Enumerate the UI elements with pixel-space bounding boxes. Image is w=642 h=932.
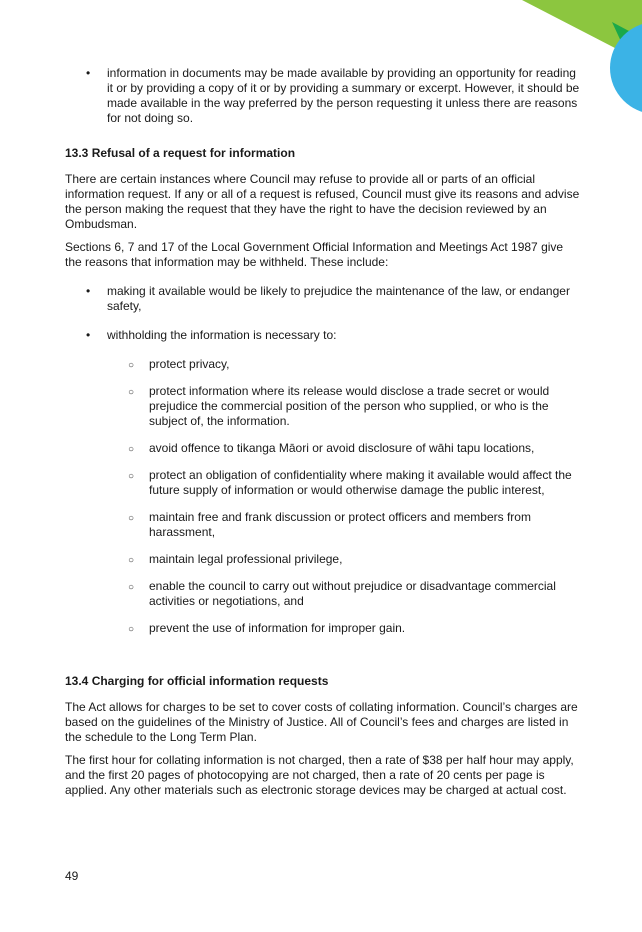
reasons-list <box>65 284 580 636</box>
list-item: • making it available would be likely to prejudice the maintenance of the law, or endanger safety, <box>86 284 570 313</box>
sub-list-item: ○ protect an obligation of confidentiality where making it available would affect the future supply of information or would otherwise damage the public interest, <box>128 468 572 497</box>
sub-list-item: ○ prevent the use of information for improper gain. <box>128 621 406 635</box>
sub-list-item: ○ enable the council to carry out without prejudice or disadvantage commercial activities or negotiations, and <box>128 579 556 608</box>
sub-list-item: ○ protect privacy, <box>128 357 230 371</box>
sub-list-item: ○ maintain legal professional privilege, <box>128 552 343 566</box>
list-item: • withholding the information is necessary to: ○ protect privacy, ○ protect information where its release would disclose a trade secret or would prejudice the commercial position of the person who supplied, or who is the subject of, the information. ○ avoid offence to tikanga Māori or avoid disclosure of wāhi tapu locations, ○ protect an obligation of confidentiality where making it available would affect the future supply of information or would otherwise damage the public interest, ○ maintain free and frank discussion or protect officers and members from harassment, ○ maintain legal professional privilege, ○ enable the council to carry out without prejudice or disadvantage commercial activities or negotiations, and ○ prevent the use of information for improper gain. <box>65 328 580 636</box>
paragraph: The Act allows for charges to be set to cover costs of collating information. Council’s charges are based on the guidelines of the Ministry of Justice. All of Council’s fees and charges are listed in the schedule to the Long Term Plan. <box>65 700 578 744</box>
paragraph: There are certain instances where Council may refuse to provide all or parts of an official information request. If any or all of a request is refused, Council must give its reasons and advise the person making the request that they have the right to have the decision reviewed by an Ombudsman. <box>65 172 580 231</box>
section-heading-13-3: 13.3 Refusal of a request for information <box>65 146 296 160</box>
document-page <box>65 66 580 806</box>
list-item: • information in documents may be made available by providing an opportunity for reading it or by providing a copy of it or by providing a summary or excerpt. However, it should be made available in the way preferred by the person requesting it unless there are reasons for not doing so. <box>86 66 580 125</box>
sub-list-item: ○ maintain free and frank discussion or protect officers and members from harassment, <box>128 510 531 539</box>
sub-list-item: ○ protect information where its release would disclose a trade secret or would prejudice the commercial position of the person who supplied, or who is the subject of, the information. <box>128 384 550 428</box>
paragraph: Sections 6, 7 and 17 of the Local Government Official Information and Meetings Act 1987 give the reasons that information may be withheld. These include: <box>65 240 564 269</box>
sub-list-item: ○ avoid offence to tikanga Māori or avoid disclosure of wāhi tapu locations, <box>128 441 535 455</box>
paragraph: The first hour for collating information is not charged, then a rate of $38 per half hour may apply, and the first 20 pages of photocopying are not charged, then a rate of 20 cents per page is applied. Any other materials such as electronic storage devices may be charged at actual cost. <box>65 753 574 797</box>
page-number: 49 <box>65 869 79 883</box>
withholding-sub-list <box>107 357 580 636</box>
section-heading-13-4: 13.4 Charging for official information requests <box>65 674 329 688</box>
intro-list <box>65 66 580 126</box>
